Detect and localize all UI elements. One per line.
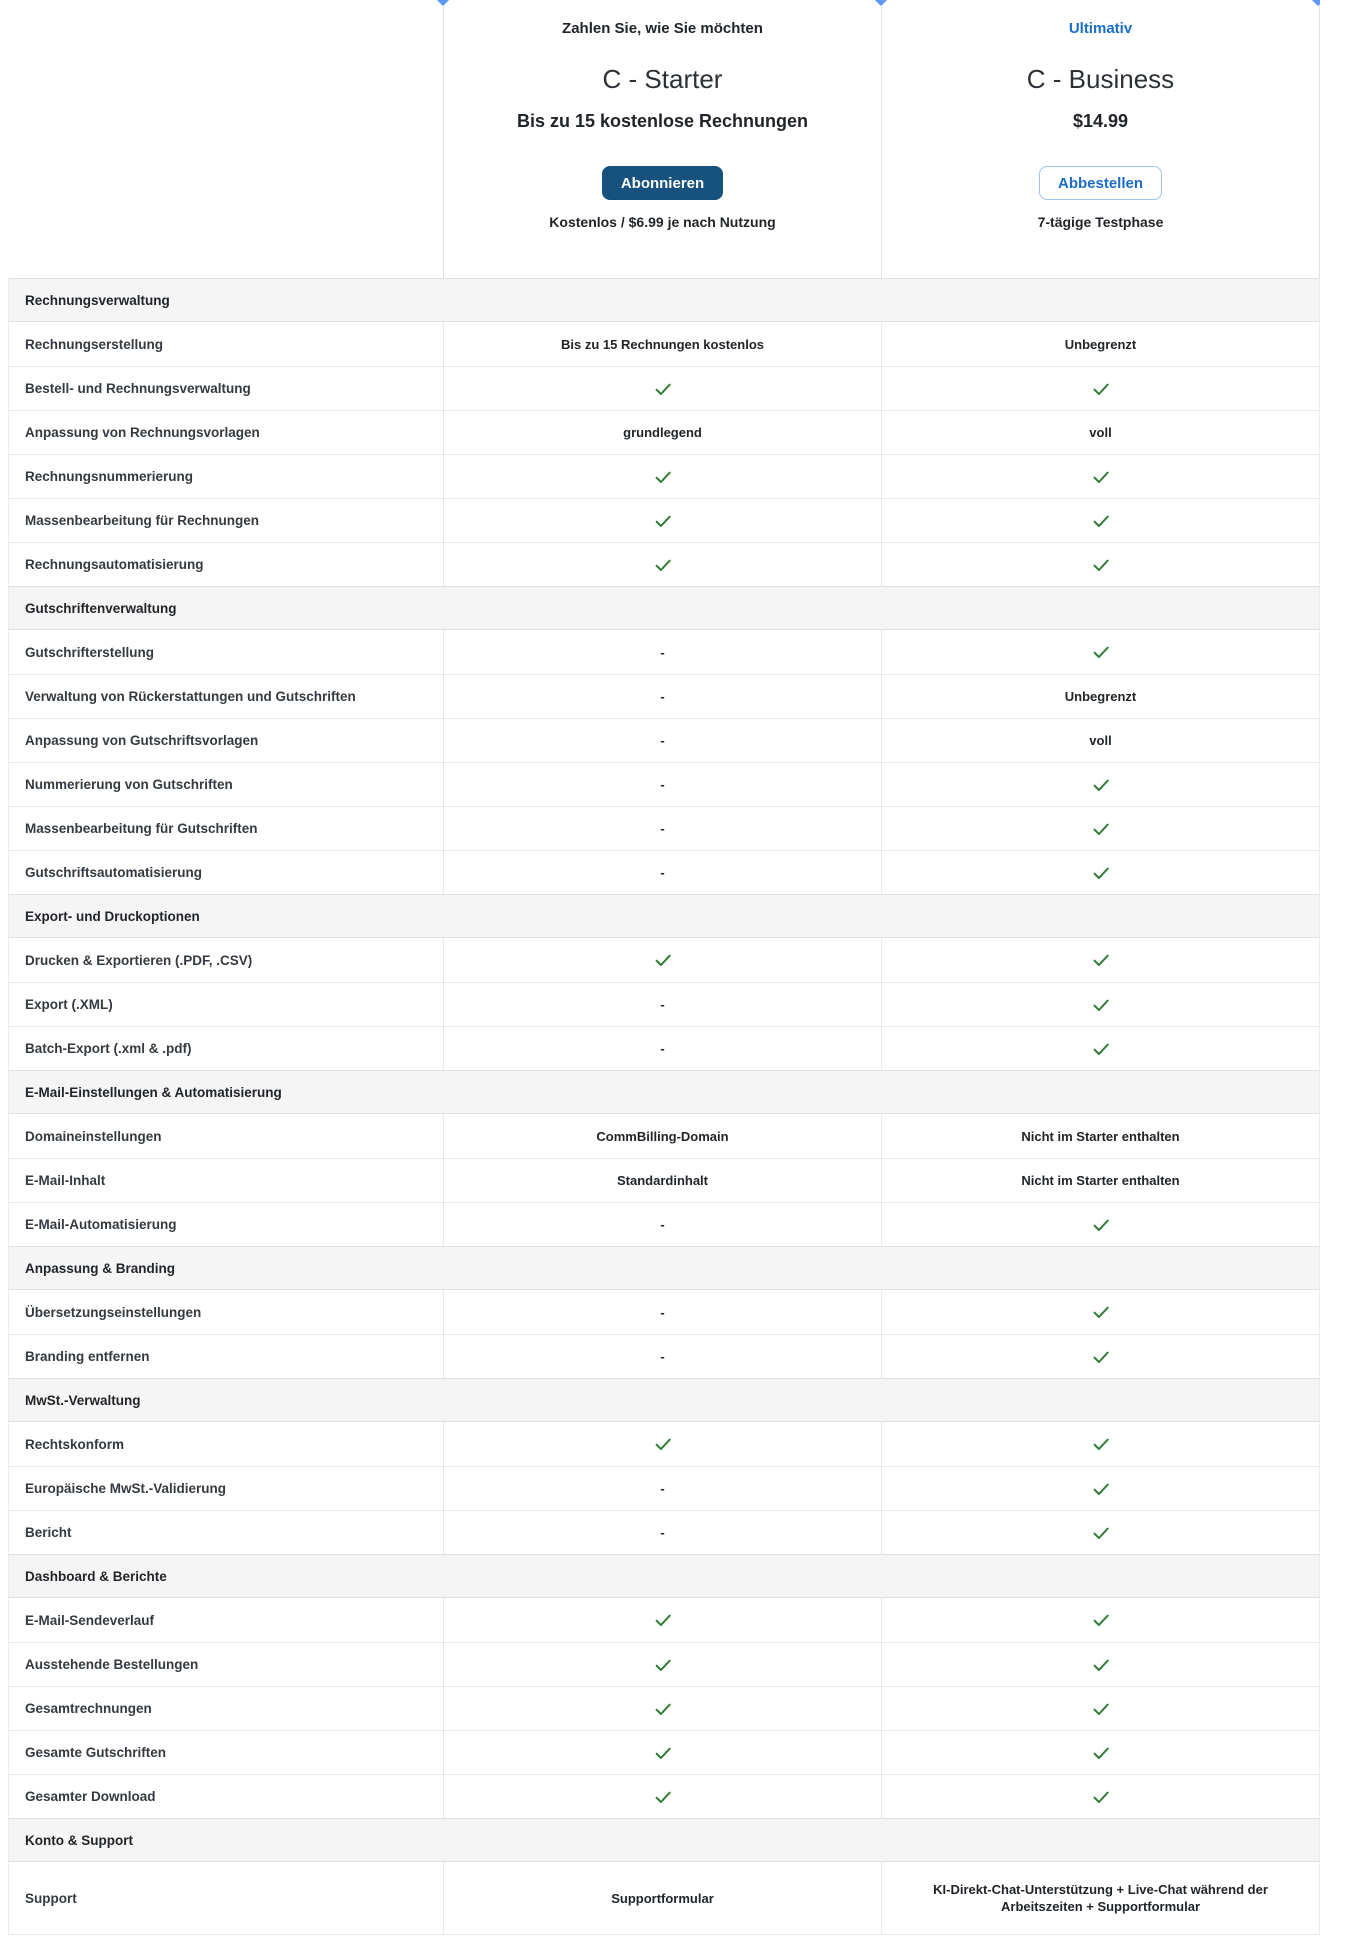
value-text: - — [660, 1349, 665, 1364]
starter-value-cell — [443, 983, 881, 1026]
business-value-cell — [881, 1203, 1319, 1246]
feature-label: Nummerierung von Gutschriften — [25, 777, 233, 792]
check-icon — [653, 511, 673, 531]
business-value-cell — [881, 1290, 1319, 1334]
feature-label: Batch-Export (.xml & .pdf) — [25, 1041, 192, 1056]
value-text: grundlegend — [623, 425, 702, 440]
business-value-cell — [881, 1335, 1319, 1378]
check-icon — [1091, 1434, 1111, 1454]
value-text: voll — [1089, 733, 1112, 748]
starter-value-cell — [443, 719, 881, 762]
starter-value-cell — [443, 1114, 881, 1158]
starter-value-cell — [443, 1862, 881, 1934]
feature-row — [9, 1334, 1319, 1378]
check-icon — [1091, 819, 1111, 839]
check-icon — [653, 1610, 673, 1630]
check-icon — [1091, 1302, 1111, 1322]
business-value-cell — [881, 411, 1319, 454]
business-plan-card — [881, 0, 1320, 278]
feature-row — [9, 454, 1319, 498]
business-value-cell — [881, 719, 1319, 762]
feature-label: Ausstehende Bestellungen — [25, 1657, 199, 1672]
starter-value-cell — [443, 938, 881, 982]
starter-value-cell — [443, 367, 881, 410]
section-header: Anpassung & Branding — [9, 1246, 1319, 1290]
feature-row — [9, 1774, 1319, 1818]
feature-row — [9, 322, 1319, 366]
starter-value-cell — [443, 1290, 881, 1334]
check-icon — [1091, 1743, 1111, 1763]
feature-row — [9, 1686, 1319, 1730]
business-value-cell — [881, 1687, 1319, 1730]
feature-row — [9, 938, 1319, 982]
feature-label: Bericht — [25, 1525, 72, 1540]
check-icon — [1091, 950, 1111, 970]
check-icon — [1091, 467, 1111, 487]
business-value-cell — [881, 455, 1319, 498]
feature-label: Export (.XML) — [25, 997, 113, 1012]
feature-label: Gutschriftsautomatisierung — [25, 865, 203, 880]
value-text: - — [660, 1481, 665, 1496]
starter-value-cell — [443, 1027, 881, 1070]
feature-row — [9, 1158, 1319, 1202]
starter-value-cell — [443, 455, 881, 498]
feature-row — [9, 1114, 1319, 1158]
value-text: - — [660, 644, 665, 660]
feature-row — [9, 982, 1319, 1026]
starter-value-cell — [443, 499, 881, 542]
plan-header-area — [8, 0, 1320, 278]
value-text: - — [660, 777, 665, 792]
value-text: CommBilling-Domain — [596, 1128, 729, 1144]
check-icon — [653, 1699, 673, 1719]
feature-row — [9, 410, 1319, 454]
feature-row — [9, 630, 1319, 674]
section-header: Konto & Support — [9, 1818, 1319, 1862]
feature-row — [9, 498, 1319, 542]
feature-label: Verwaltung von Rückerstattungen und Gutschriften — [25, 689, 356, 704]
value-text: - — [660, 733, 665, 748]
feature-row — [9, 1290, 1319, 1334]
feature-label: Branding entfernen — [25, 1349, 150, 1364]
business-value-cell — [881, 1114, 1319, 1158]
feature-label: E-Mail-Sendeverlauf — [25, 1612, 155, 1628]
feature-label: Drucken & Exportieren (.PDF, .CSV) — [25, 952, 253, 968]
check-icon — [1091, 1039, 1111, 1059]
business-value-cell — [881, 499, 1319, 542]
check-icon — [1091, 379, 1111, 399]
feature-row — [9, 1026, 1319, 1070]
feature-label: Rechnungsautomatisierung — [25, 557, 204, 572]
starter-plan-card — [443, 0, 881, 278]
feature-row — [9, 1730, 1319, 1774]
starter-value-cell — [443, 807, 881, 850]
check-icon — [653, 379, 673, 399]
value-text: - — [660, 1217, 665, 1232]
check-icon — [653, 1434, 673, 1454]
check-icon — [653, 1787, 673, 1807]
business-value-cell — [881, 1775, 1319, 1818]
feature-row — [9, 366, 1319, 410]
pricing-comparison-page — [8, 0, 1320, 1935]
section-header: Dashboard & Berichte — [9, 1554, 1319, 1598]
business-value-cell — [881, 1027, 1319, 1070]
value-text: Unbegrenzt — [1064, 336, 1137, 352]
business-price: $14.99 — [1072, 111, 1129, 131]
check-icon — [1091, 555, 1111, 575]
feature-label: Anpassung von Gutschriftsvorlagen — [25, 733, 259, 748]
unsubscribe-button[interactable]: Abbestellen — [1039, 166, 1162, 200]
feature-label: Domaineinstellungen — [25, 1128, 162, 1144]
feature-row — [9, 542, 1319, 586]
starter-value-cell — [443, 411, 881, 454]
feature-row — [9, 1642, 1319, 1686]
starter-tagline: Zahlen Sie, wie Sie möchten — [562, 20, 763, 37]
business-value-cell — [881, 1598, 1319, 1642]
header-empty-cell — [8, 0, 443, 278]
feature-row — [9, 1422, 1319, 1466]
feature-row — [9, 1862, 1319, 1934]
table-section — [9, 278, 1319, 586]
feature-row — [9, 806, 1319, 850]
feature-label: Gesamter Download — [25, 1789, 156, 1804]
business-value-cell — [881, 807, 1319, 850]
starter-value-cell — [443, 322, 881, 366]
section-header: Export- und Druckoptionen — [9, 894, 1319, 938]
check-icon — [653, 950, 673, 970]
feature-label: Europäische MwSt.-Validierung — [25, 1481, 227, 1496]
feature-label: Gutschrifterstellung — [25, 644, 155, 660]
feature-label: E-Mail-Inhalt — [25, 1173, 106, 1188]
feature-row — [9, 1598, 1319, 1642]
feature-label: Massenbearbeitung für Gutschriften — [25, 821, 258, 836]
table-section — [9, 1246, 1319, 1378]
value-text: - — [660, 997, 665, 1012]
check-icon — [1091, 642, 1111, 662]
check-icon — [1091, 511, 1111, 531]
value-text: Bis zu 15 Rechnungen kostenlos — [561, 336, 764, 352]
starter-plan-name: C - Starter — [602, 64, 723, 94]
feature-label: Support — [25, 1890, 77, 1906]
value-text: Standardinhalt — [616, 1173, 708, 1188]
business-value-cell — [881, 763, 1319, 806]
check-icon — [653, 1655, 673, 1675]
feature-label: Rechnungsnummerierung — [25, 469, 194, 484]
business-value-cell — [881, 1731, 1319, 1774]
value-text: - — [660, 1525, 665, 1540]
business-value-cell — [881, 1862, 1319, 1934]
feature-label: Rechtskonform — [25, 1436, 125, 1452]
feature-row — [9, 1510, 1319, 1554]
value-text: voll — [1089, 425, 1112, 440]
check-icon — [1091, 1479, 1111, 1499]
starter-value-cell — [443, 1422, 881, 1466]
section-header: MwSt.-Verwaltung — [9, 1378, 1319, 1422]
business-value-cell — [881, 1159, 1319, 1202]
feature-label: Rechnungserstellung — [25, 336, 164, 352]
business-value-cell — [881, 983, 1319, 1026]
starter-value-cell — [443, 1159, 881, 1202]
check-icon — [653, 555, 673, 575]
starter-value-cell — [443, 1598, 881, 1642]
check-icon — [653, 467, 673, 487]
feature-label: E-Mail-Automatisierung — [25, 1217, 177, 1232]
business-value-cell — [881, 938, 1319, 982]
subscribe-button[interactable]: Abonnieren — [602, 166, 723, 200]
business-value-cell — [881, 367, 1319, 410]
starter-value-cell — [443, 675, 881, 718]
table-section — [9, 1070, 1319, 1246]
table-section — [9, 894, 1319, 1070]
business-value-cell — [881, 1422, 1319, 1466]
check-icon — [1091, 1523, 1111, 1543]
business-tagline: Ultimativ — [1068, 20, 1133, 37]
section-header: E-Mail-Einstellungen & Automatisierung — [9, 1070, 1319, 1114]
starter-value-cell — [443, 763, 881, 806]
business-value-cell — [881, 675, 1319, 718]
table-section — [9, 1554, 1319, 1818]
business-value-cell — [881, 543, 1319, 586]
check-icon — [1091, 1787, 1111, 1807]
starter-value-cell — [443, 630, 881, 674]
value-text: Unbegrenzt — [1064, 689, 1137, 704]
check-icon — [1091, 1655, 1111, 1675]
feature-row — [9, 674, 1319, 718]
value-text: - — [660, 1304, 665, 1320]
business-trial-note: 7-tägige Testphase — [1037, 214, 1164, 230]
business-value-cell — [881, 322, 1319, 366]
business-value-cell — [881, 1643, 1319, 1686]
starter-value-cell — [443, 1467, 881, 1510]
value-text: - — [660, 865, 665, 880]
starter-value-cell — [443, 1643, 881, 1686]
starter-value-cell — [443, 1511, 881, 1554]
feature-label: Übersetzungseinstellungen — [25, 1304, 202, 1320]
starter-value-cell — [443, 1731, 881, 1774]
check-icon — [653, 1743, 673, 1763]
value-text: KI-Direkt-Chat-Unterstützung + Live-Chat während der Arbeitszeiten + Supportformular — [933, 1882, 1268, 1914]
value-text: - — [660, 821, 665, 836]
business-plan-name: C - Business — [1026, 64, 1175, 94]
section-header: Gutschriftenverwaltung — [9, 586, 1319, 630]
starter-value-cell — [443, 1203, 881, 1246]
feature-row — [9, 1202, 1319, 1246]
starter-value-cell — [443, 543, 881, 586]
starter-usage-note: Kostenlos / $6.99 je nach Nutzung — [549, 214, 776, 230]
check-icon — [1091, 1347, 1111, 1367]
check-icon — [1091, 775, 1111, 795]
table-section — [9, 586, 1319, 894]
starter-value-cell — [443, 1335, 881, 1378]
business-value-cell — [881, 1511, 1319, 1554]
check-icon — [1091, 1215, 1111, 1235]
feature-label: Gesamtrechnungen — [25, 1701, 152, 1716]
feature-label: Massenbearbeitung für Rechnungen — [25, 513, 260, 528]
feature-label: Anpassung von Rechnungsvorlagen — [25, 425, 260, 440]
check-icon — [1091, 1699, 1111, 1719]
feature-comparison-table — [8, 278, 1320, 1935]
value-text: Nicht im Starter enthalten — [1021, 1128, 1180, 1144]
value-text: Nicht im Starter enthalten — [1021, 1173, 1180, 1188]
value-text: - — [660, 1041, 665, 1056]
section-header: Rechnungsverwaltung — [9, 278, 1319, 322]
feature-row — [9, 718, 1319, 762]
check-icon — [1091, 1610, 1111, 1630]
table-section — [9, 1818, 1319, 1934]
feature-row — [9, 762, 1319, 806]
feature-row — [9, 1466, 1319, 1510]
business-value-cell — [881, 1467, 1319, 1510]
table-section — [9, 1378, 1319, 1554]
value-text: - — [660, 689, 665, 704]
starter-value-cell — [443, 1687, 881, 1730]
check-icon — [1091, 863, 1111, 883]
business-value-cell — [881, 851, 1319, 894]
value-text: Supportformular — [611, 1890, 714, 1906]
starter-price-line: Bis zu 15 kostenlose Rechnungen — [516, 111, 809, 131]
feature-label: Bestell- und Rechnungsverwaltung — [25, 381, 251, 396]
check-icon — [1091, 995, 1111, 1015]
feature-label: Gesamte Gutschriften — [25, 1745, 167, 1760]
feature-row — [9, 850, 1319, 894]
business-value-cell — [881, 630, 1319, 674]
starter-value-cell — [443, 1775, 881, 1818]
starter-value-cell — [443, 851, 881, 894]
